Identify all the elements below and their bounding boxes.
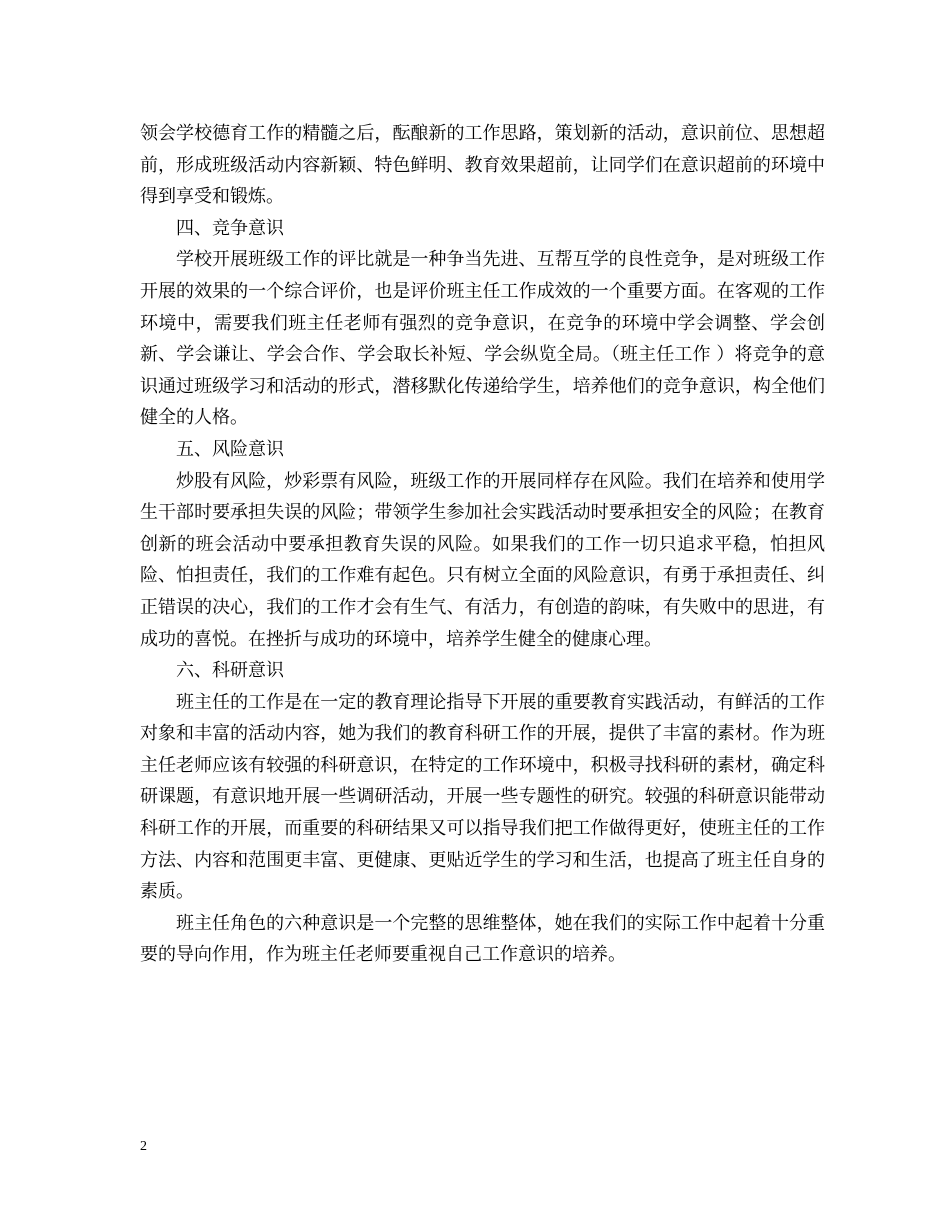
section-heading-research: 六、科研意识 (176, 660, 284, 682)
paragraph-continuation: 领会学校德育工作的精髓之后，酝酿新的工作思路，策划新的活动，意识前位、思想超前，形成班级活动内容新颖、特色鲜明、教育效果超前，让同学们在意识超前的环境中得到享受和锻炼。 (140, 123, 825, 208)
section-heading-competition: 四、竞争意识 (176, 217, 284, 239)
paragraph-risk: 炒股有风险，炒彩票有风险，班级工作的开展同样存在风险。我们在培养和使用学生干部时要承担失误的风险；带领学生参加社会实践活动时要承担安全的风险；在教育创新的班会活动中要承担教育失误的风险。如果我们的工作一切只追求平稳，怕担风险、怕担责任，我们的工作难有起色。只有树立全面的风险意识，有勇于承担责任、纠正错误的决心，我们的工作才会有生气、有活力，有创造的韵味，有失败中的思进，有成功的喜悦。在挫折与成功的环境中，培养学生健全的健康心理。 (140, 470, 825, 650)
document-body (140, 118, 825, 971)
paragraph-research: 班主任的工作是在一定的教育理论指导下开展的重要教育实践活动，有鲜活的工作对象和丰富的活动内容，她为我们的教育科研工作的开展，提供了丰富的素材。作为班主任老师应该有较强的科研意识，在特定的工作环境中，积极寻找科研的素材，确定科研课题，有意识地开展一些调研活动，开展一些专题性的研究。较强的科研意识能带动科研工作的开展，而重要的科研结果又可以指导我们把工作做得更好，使班主任的工作方法、内容和范围更丰富、更健康、更贴近学生的学习和生活，也提高了班主任自身的素质。 (140, 691, 825, 903)
section-heading-risk: 五、风险意识 (176, 438, 284, 460)
paragraph-conclusion: 班主任角色的六种意识是一个完整的思维整体，她在我们的实际工作中起着十分重要的导向作用，作为班主任老师要重视自己工作意识的培养。 (140, 912, 825, 966)
paragraph-competition: 学校开展班级工作的评比就是一种争当先进、互帮互学的良性竞争，是对班级工作开展的效果的一个综合评价，也是评价班主任工作成效的一个重要方面。在客观的工作环境中，需要我们班主任老师有强烈的竞争意识，在竞争的环境中学会调整、学会创新、学会谦让、学会合作、学会取长补短、学会纵览全局。（班主任工作 ）将竞争的意识通过班级学习和活动的形式，潜移默化传递给学生，培养他们的竞争意识，构全他们健全的人格。 (140, 249, 825, 429)
page-number: 2 (140, 1139, 147, 1154)
